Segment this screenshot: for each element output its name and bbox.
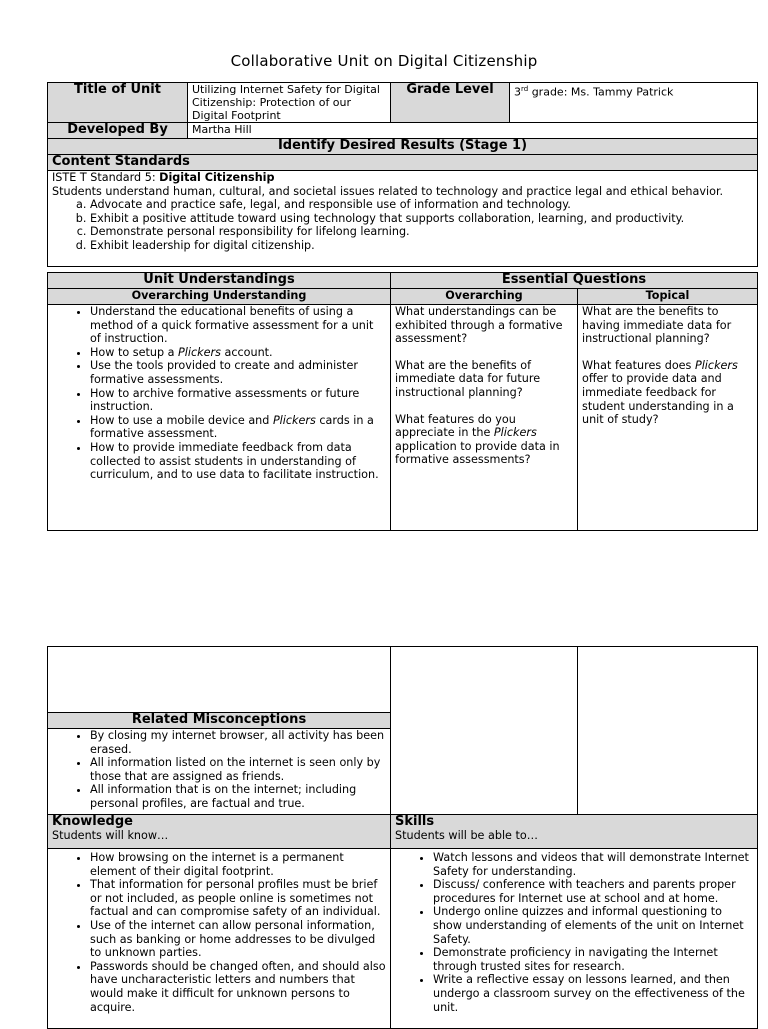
- list-item: • That information for personal profiles must be brief or not included, as people online is sometimes not factual and can compromise safety of an individual.: [90, 878, 386, 919]
- list-item: • All information that is on the internet; including personal profiles, are factual and true.: [90, 783, 386, 810]
- overarching-heading: Overarching: [391, 289, 578, 305]
- list-item: • How to archive formative assessments or future instruction.: [90, 387, 386, 414]
- misconceptions-list: [48, 729, 391, 815]
- list-item: • How browsing on the internet is a permanent element of their digital footprint.: [90, 851, 386, 878]
- title-of-unit-label: Title of Unit: [48, 83, 188, 123]
- knowledge-header: Knowledge Students will know…: [48, 815, 391, 849]
- overarching-questions: What understandings can be exhibited through a formative assessment? What are the benefits of immediate data for future instructional planning? What features do you appreciate in the Plickers application to provide data in formative assessments?: [391, 305, 578, 531]
- developed-by-label: Developed By: [48, 123, 188, 139]
- list-item: • How to provide immediate feedback from data collected to assist students in understanding of curriculum, and to use data to facilitate instruction.: [90, 441, 386, 482]
- list-item: • Demonstrate proficiency in navigating the Internet through trusted sites for research.: [433, 946, 753, 973]
- standard-item: a. Advocate and practice safe, legal, and responsible use of information and technology.: [90, 198, 753, 212]
- misconceptions-heading: Related Misconceptions: [48, 713, 391, 729]
- list-item: • Understand the educational benefits of using a method of a quick formative assessment for a unit of instruction.: [90, 305, 386, 346]
- content-standards-body: ISTE T Standard 5: Digital Citizenship Students understand human, cultural, and societal issues related to technology and practice legal and ethical behavior. a. Advocate and practice safe, legal, and responsible use of information and technology. b. Exhibit a positive attitude toward using technology that supports collaboration, learning, and productivity. c. Demonstrate personal responsibility for lifelong learning. d. Exhibit leadership for digital citizenship.: [48, 171, 758, 267]
- unit-table-bottom: [47, 646, 758, 1029]
- topical-questions: What are the benefits to having immediate data for instructional planning? What features does Plickers offer to provide data and immediate feedback for student understanding in a unit of study?: [578, 305, 758, 531]
- list-item: • Use the tools provided to create and administer formative assessments.: [90, 359, 386, 386]
- list-item: • Passwords should be changed often, and should also have uncharacteristic letters and numbers that would make it difficult for unknown persons to acquire.: [90, 960, 386, 1014]
- page-title: Collaborative Unit on Digital Citizenship: [230, 52, 538, 70]
- title-of-unit-value: Utilizing Internet Safety for Digital Citizenship: Protection of our Digital Footprint: [188, 83, 391, 123]
- understandings-list: [48, 305, 391, 531]
- blank-cell: [578, 647, 758, 815]
- content-standards-heading: Content Standards: [48, 155, 758, 171]
- skills-header: Skills Students will be able to…: [391, 815, 758, 849]
- list-item: • All information listed on the internet is seen only by those that are assigned as friends.: [90, 756, 386, 783]
- unit-understandings-heading: Unit Understandings: [48, 273, 391, 289]
- standard-item: d. Exhibit leadership for digital citizenship.: [90, 239, 753, 253]
- stage1-heading: Identify Desired Results (Stage 1): [48, 139, 758, 155]
- standard-item: c. Demonstrate personal responsibility for lifelong learning.: [90, 225, 753, 239]
- unit-table-top: [47, 82, 758, 267]
- list-item: • Watch lessons and videos that will demonstrate Internet Safety for understanding.: [433, 851, 753, 878]
- topical-heading: Topical: [578, 289, 758, 305]
- grade-level-value: 3rd grade: Ms. Tammy Patrick: [510, 83, 758, 123]
- developed-by-value: Martha Hill: [188, 123, 758, 139]
- skills-list: [391, 849, 758, 1029]
- essential-questions-heading: Essential Questions: [391, 273, 758, 289]
- overarching-understanding-heading: Overarching Understanding: [48, 289, 391, 305]
- grade-level-label: Grade Level: [391, 83, 510, 123]
- list-item: • Write a reflective essay on lessons learned, and then undergo a classroom survey on the effectiveness of the unit.: [433, 973, 753, 1014]
- list-item: • Use of the internet can allow personal information, such as banking or home addresses to be divulged to unknown parties.: [90, 919, 386, 960]
- understandings-table: [47, 272, 758, 531]
- list-item: • How to setup a Plickers account.: [90, 346, 386, 360]
- blank-cell: [391, 647, 578, 815]
- list-item: • How to use a mobile device and Plickers cards in a formative assessment.: [90, 414, 386, 441]
- list-item: • Undergo online quizzes and informal questioning to show understanding of elements of the unit on Internet Safety.: [433, 905, 753, 946]
- list-item: • Discuss/ conference with teachers and parents proper procedures for Internet use at school and at home.: [433, 878, 753, 905]
- list-item: • By closing my internet browser, all activity has been erased.: [90, 729, 386, 756]
- knowledge-list: [48, 849, 391, 1029]
- blank-cell: [48, 647, 391, 713]
- standard-item: b. Exhibit a positive attitude toward using technology that supports collaboration, learning, and productivity.: [90, 212, 753, 226]
